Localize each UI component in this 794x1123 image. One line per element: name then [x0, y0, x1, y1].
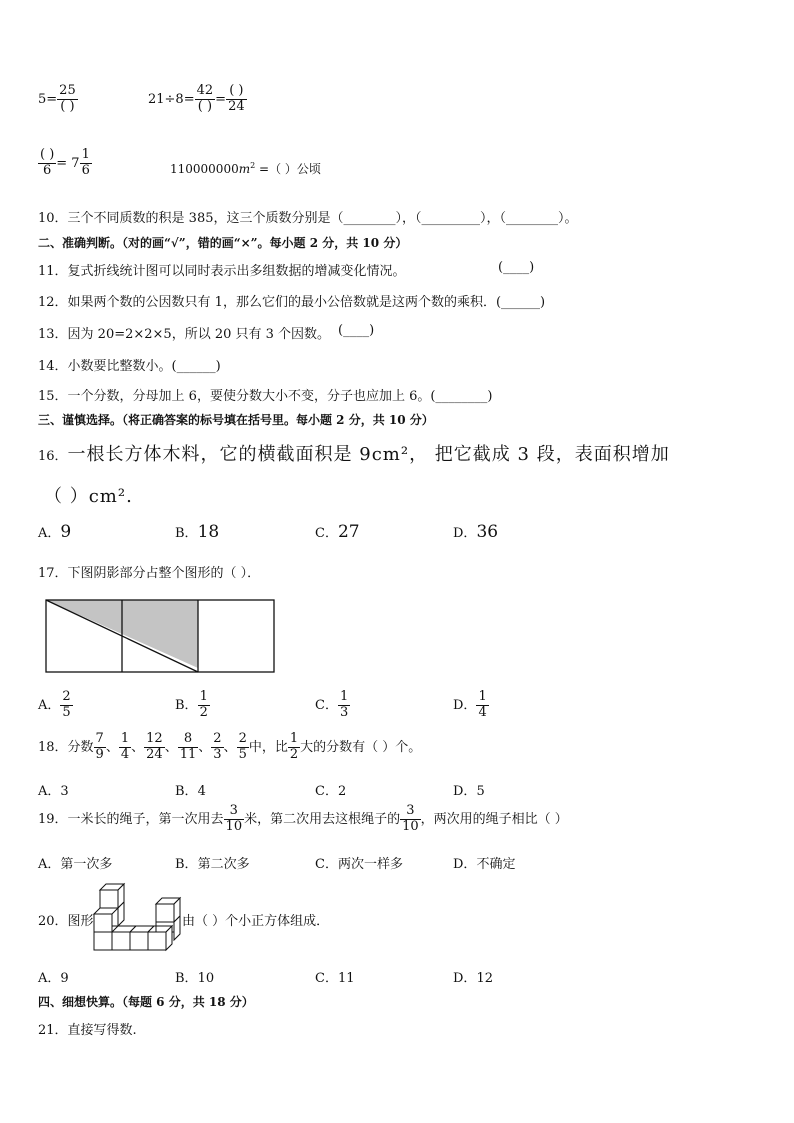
q18-f5-num: 2 [213, 731, 222, 746]
eq1-num: 25 [59, 83, 76, 98]
q18-f1-num: 7 [95, 731, 104, 746]
q19-option-c[interactable] [315, 853, 403, 872]
q18-option-a-value: 3 [60, 784, 69, 799]
q17-option-d-num: 1 [478, 689, 487, 704]
q19-option-c-value: 两次一样多 [337, 857, 403, 872]
q17-option-c[interactable] [315, 690, 350, 721]
eq4-value: 110000000 [170, 162, 239, 176]
q17-option-c-label: C． [315, 697, 338, 713]
q18-sep-4: 、 [198, 739, 212, 755]
q17-option-b-den: 2 [199, 704, 208, 720]
q18-option-b-value: 4 [197, 784, 206, 799]
question-13: 13．因为 20=2×2×5，所以 20 只有 3 个因数。 [38, 327, 331, 342]
equation-2 [148, 84, 247, 115]
question-13-answer-blank[interactable]: (____) [338, 323, 375, 338]
question-10: 10．三个不同质数的积是 385，这三个质数分别是（________），（_________），（________）。 [38, 211, 578, 226]
q20-option-c-label: C． [315, 971, 338, 986]
q18-f2-num: 1 [120, 731, 130, 746]
q20-option-c[interactable] [315, 967, 355, 986]
q18-fraction-5 [211, 732, 223, 763]
q19-option-d-label: D． [453, 857, 477, 872]
q19-part-3: ，两次用的绳子相比（ ） [420, 811, 568, 827]
q18-fraction-4 [178, 732, 199, 763]
q18-f5-den: 3 [213, 746, 222, 762]
q18-option-c[interactable] [315, 780, 346, 799]
shaded-region-middle [122, 600, 198, 668]
q16-option-d-label: D． [453, 526, 477, 541]
eq2-lhs: 21÷8= [148, 91, 195, 107]
q18-f1-den: 9 [95, 746, 104, 762]
eq3-equals: = 7 [56, 155, 80, 171]
q19-option-a-label: A． [38, 857, 61, 872]
q19-option-a[interactable] [38, 853, 112, 872]
q20-suffix: 由（ ）个小正方体组成． [182, 914, 330, 929]
eq1-lhs: 5= [38, 91, 58, 107]
eq3-mixed-den: 6 [81, 162, 90, 178]
q18-fraction-3 [144, 732, 165, 763]
cube-stack-lines [94, 884, 180, 950]
q20-option-b-label: B． [175, 971, 198, 986]
q20-option-b[interactable] [175, 967, 214, 986]
q20-option-a-value: 9 [60, 971, 69, 986]
q18-f6-den: 5 [238, 746, 247, 762]
eq2-den2: 24 [228, 98, 245, 114]
q19-option-a-value: 第一次多 [60, 857, 113, 872]
eq2-fraction-2 [226, 84, 247, 115]
q19-option-c-label: C． [315, 857, 338, 872]
q18-mid: 中，比 [248, 739, 288, 755]
q18-option-d-label: D． [453, 784, 477, 799]
cube-stack-figure [90, 882, 182, 954]
q18-sep-1: 、 [105, 739, 119, 755]
q19-fraction-1 [224, 804, 245, 835]
section-3-heading: 三、谨慎选择。（将正确答案的标号填在括号里。每小题 2 分，共 10 分） [38, 413, 434, 427]
q17-option-a[interactable] [38, 690, 73, 721]
q18-cmp-num: 1 [289, 731, 299, 746]
q18-f4-num: 8 [178, 732, 199, 748]
q20-option-d[interactable] [453, 967, 493, 986]
q19-fraction-2 [400, 804, 421, 835]
question-11: 11．复式折线统计图可以同时表示出多组数据的增减变化情况。 [38, 264, 406, 279]
q20-option-a-label: A． [38, 971, 61, 986]
q18-cmp-den: 2 [289, 746, 299, 762]
q20-option-c-value: 11 [337, 971, 355, 986]
q17-option-d-label: D． [453, 697, 477, 713]
q18-compare-fraction [288, 732, 300, 763]
q19-f2-den: 10 [402, 818, 419, 834]
q18-f4-den: 11 [179, 746, 197, 762]
q17-option-c-num: 1 [339, 689, 349, 704]
question-11-answer-blank[interactable]: (____) [498, 260, 535, 275]
q16-option-c-label: C． [315, 526, 338, 541]
q18-prefix: 18．分数 [38, 739, 94, 755]
eq3-mixed-num: 1 [81, 147, 90, 162]
q18-option-d[interactable] [453, 780, 485, 799]
section-2-heading: 二、准确判断。（对的画“√”，错的画“×”。每小题 2 分，共 10 分） [38, 236, 408, 250]
q17-option-a-den: 5 [62, 704, 71, 720]
q19-f1-num: 3 [224, 804, 245, 820]
eq2-num2: ( ) [226, 84, 247, 100]
section-4-heading: 四、细想快算。（每题 6 分，共 18 分） [38, 995, 254, 1009]
q17-option-d[interactable] [453, 690, 489, 721]
q17-option-c-fraction [338, 690, 350, 721]
q18-fraction-2 [119, 732, 131, 763]
q18-option-b-label: B． [175, 784, 198, 799]
q16-option-d-value: 36 [476, 522, 499, 542]
q18-option-c-value: 2 [337, 784, 347, 799]
q18-option-a-label: A． [38, 784, 61, 799]
eq2-den: ( ) [197, 98, 213, 114]
equation-1 [38, 84, 78, 115]
q17-option-b-label: B． [175, 697, 198, 713]
equation-3 [38, 148, 92, 179]
q19-option-b-label: B． [175, 857, 198, 872]
question-18 [38, 732, 421, 763]
question-14: 14．小数要比整数小。(______) [38, 359, 221, 374]
q16-option-b-value: 18 [197, 522, 220, 542]
q16-option-a[interactable] [38, 522, 71, 542]
q18-option-b[interactable] [175, 780, 206, 799]
q18-f3-den: 24 [146, 746, 163, 762]
q20-option-d-value: 12 [476, 971, 493, 986]
q16-option-c[interactable] [315, 522, 360, 542]
eq2-equals: = [215, 91, 227, 107]
q20-prefix: 20．图形 [38, 914, 94, 929]
q18-option-d-value: 5 [476, 784, 485, 799]
question-16-line-1 [38, 440, 670, 466]
q18-fraction-6 [237, 732, 249, 763]
q19-part-2: 米，第二次用去这根绳子的 [244, 811, 401, 827]
q16-option-a-value: 9 [60, 522, 72, 542]
q19-option-d[interactable] [453, 853, 515, 872]
question-12: 12．如果两个数的公因数只有 1，那么它们的最小公倍数就是这两个数的乘积．(______) [38, 295, 546, 310]
question-16-number: 16． [38, 449, 68, 464]
eq4-unit: m [238, 162, 251, 176]
q18-f2-den: 4 [120, 746, 130, 762]
question-21: 21．直接写得数. [38, 1023, 137, 1038]
question-16-line-2: （ ）cm². [44, 486, 133, 507]
question-16-text: 一根长方体木料，它的横截面积是 9cm²， 把它截成 3 段，表面积增加 [67, 444, 670, 465]
q18-option-a[interactable] [38, 780, 69, 799]
q17-option-b-num: 1 [199, 689, 208, 704]
eq2-num: 42 [196, 83, 214, 98]
q16-option-b-label: B． [175, 526, 198, 541]
q18-f3-num: 12 [146, 731, 163, 746]
eq4-rest: =（ ）公顷 [255, 162, 321, 176]
question-19 [38, 804, 568, 835]
q18-sep-5: 、 [223, 739, 237, 755]
q18-option-c-label: C． [315, 784, 338, 799]
q20-option-b-value: 10 [197, 971, 215, 986]
q19-option-b-value: 第二次多 [197, 857, 250, 872]
eq1-fraction [57, 84, 78, 115]
q17-option-b[interactable] [175, 690, 210, 721]
q19-option-b[interactable] [175, 853, 250, 872]
eq3-fraction [38, 148, 56, 179]
q19-f1-den: 10 [225, 818, 243, 834]
equation-4 [170, 160, 321, 177]
q19-f2-num: 3 [400, 804, 421, 820]
eq2-fraction [195, 84, 216, 115]
q18-f6-num: 2 [238, 731, 247, 746]
q20-option-a[interactable] [38, 967, 69, 986]
q17-option-a-num: 2 [62, 689, 71, 704]
q17-option-d-den: 4 [478, 704, 487, 720]
q19-option-d-value: 不确定 [476, 857, 516, 872]
q18-fraction-1 [94, 732, 106, 763]
q18-suffix: 大的分数有（ ）个。 [300, 739, 422, 755]
q16-option-d[interactable] [453, 522, 498, 542]
question-17: 17．下图阴影部分占整个图形的（ ）． [38, 566, 261, 581]
q17-option-a-label: A． [38, 697, 61, 713]
question-15: 15．一个分数，分母加上 6，要使分数大小不变，分子也应加上 6。(________) [38, 389, 493, 404]
q17-option-d-fraction [476, 690, 488, 721]
q17-option-a-fraction [60, 690, 72, 721]
eq3-num: ( ) [40, 147, 55, 162]
q16-option-b[interactable] [175, 522, 219, 542]
q18-sep-3: 、 [164, 739, 178, 755]
q19-part-1: 19．一米长的绳子，第一次用去 [38, 811, 224, 827]
eq3-mixed-fraction [80, 148, 92, 179]
q17-option-b-fraction [198, 690, 210, 721]
shaded-rectangle-figure [44, 598, 278, 676]
eq3-den: 6 [43, 162, 52, 178]
q16-option-c-value: 27 [337, 522, 360, 542]
q20-option-d-label: D． [453, 971, 477, 986]
q18-sep-2: 、 [131, 739, 145, 755]
q17-option-c-den: 3 [339, 704, 349, 720]
q16-option-a-label: A． [38, 526, 61, 541]
eq4-sup: 2 [250, 161, 256, 170]
eq1-den: ( ) [60, 98, 75, 114]
